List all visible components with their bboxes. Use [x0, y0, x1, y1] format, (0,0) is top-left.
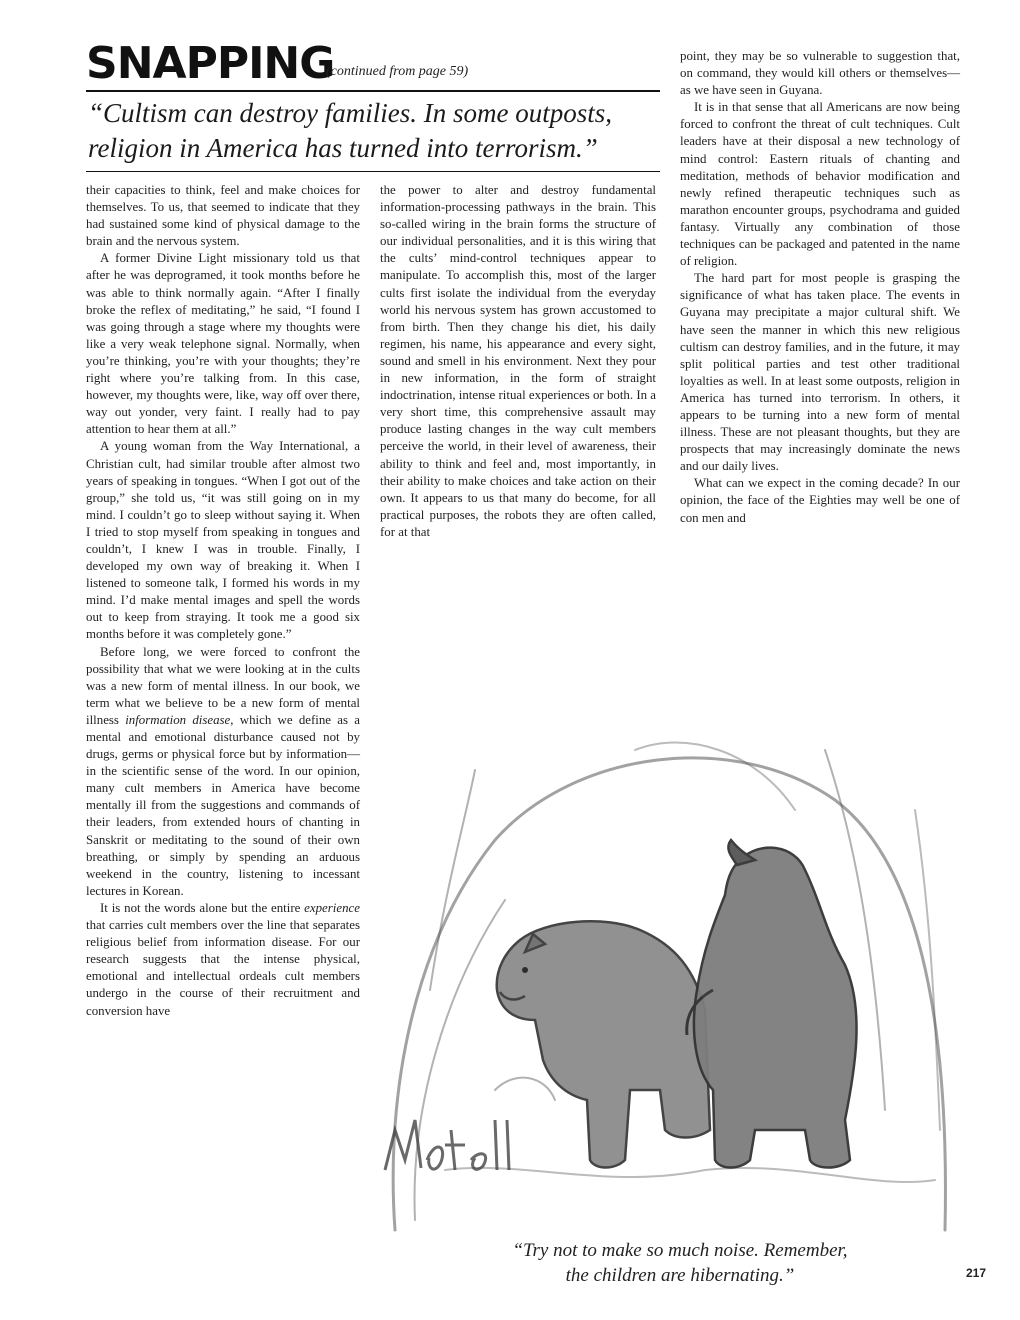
text-run: that carries cult members over the line that separates religious belief from information disease. For our research suggests that the intense physical, emotional and intellectual ordeals cult members undergo in the course of their recruitment and conversion have — [86, 918, 360, 1018]
emphasis: experience — [304, 900, 360, 915]
paragraph: the power to alter and destroy fundamental information-processing pathways in the brain. This so-called wiring in the brain forms the structure of our individual personalities, and it is this wiring that the cults’ mind-control techniques appear to manipulate. To accomplish this, most of the larger cults first isolate the individual from the everyday world his nervous system has grown accustomed to from birth. Then they change his diet, his daily regimen, his name, his appearance and every sight, sound and smell in his environment. Next they pour in new information, in the form of straight indoctrination, intense ritual experiences or both. In a very short time, this comprehensive assault may produce lasting changes in the way cult members perceive the world, in their level of awareness, their ability to think and feel and, most importantly, in their ability to make choices and take action on their own. It appears to us that many do become, for all practical purposes, the robots they are often called, for at that — [380, 183, 656, 539]
paragraph: A young woman from the Way International, a Christian cult, had similar trouble after almost two years of speaking in tongues. “When I got out of the group,” she told us, “it was still going on in my mind. I couldn’t go to sleep without saying it. When I tried to stop myself from speaking in tongues and couldn’t, I knew I was in trouble. Finally, I developed my own way of breaking it. When I listened to someone talk, I formed his words in my mind. I’d make mental images and spell the words out to keep from straying. It took me a good six months before it was completely gone.” — [86, 439, 360, 642]
text-run: , which we define as a mental and emotional disturbance caused not by drugs, germs or physical force but by information—in the scientific sense of the word. In our opinion, many cult members in America have become mentally ill from the suggestions and commands of their leaders, from extended hours of chanting in Sanskrit or meditating to the sound of their own breathing, or simply by spending an arduous weekend in the country, listening to incessant lectures in Korean. — [86, 712, 360, 898]
bear-right — [687, 840, 857, 1168]
bear-cave-cartoon — [375, 690, 960, 1235]
bear-left — [497, 921, 710, 1167]
header-rule — [86, 90, 660, 92]
paragraph: A former Divine Light missionary told us that after he was deprogramed, it took months before he was able to think normally again. “After I finally broke the reflex of meditating,” he said, “I found I was going through a stage where my thoughts were like a very weak telephone signal. Normally, when you’re thinking, you’re with your thoughts; they’re right where you’re talking from. In this case, however, my thoughts were, like, way off over there, way out yonder, very faint. I really had to pay attention to hear them at all.” — [86, 251, 360, 437]
text-run: It is not the words alone but the entire — [100, 900, 305, 915]
caption-line: “Try not to make so much noise. Remember, — [512, 1240, 848, 1261]
text-column-2 — [380, 182, 656, 541]
paragraph: What can we expect in the coming decade? In our opinion, the face of the Eighties may well be one of con men and — [680, 476, 960, 525]
cartoon-caption — [420, 1238, 940, 1288]
signature-scribble — [385, 1120, 509, 1170]
emphasis: information disease — [125, 712, 231, 727]
continued-note: (continued from page 59) — [326, 64, 469, 79]
text-column-3 — [680, 48, 960, 527]
text-run: Before long, we were forced to confront the possibility that what we were looking at in the cults was a new form of mental illness. In our book, we term what we believe to be a new form of mental illness — [86, 644, 360, 727]
page-number: 217 — [966, 1266, 987, 1280]
paragraph — [86, 900, 360, 1020]
paragraph — [86, 644, 360, 900]
caption-line: the children are hibernating.” — [565, 1265, 795, 1286]
paragraph: their capacities to think, feel and make choices for themselves. To us, that seemed to indicate that they had sustained some kind of physical damage to the brain and the nervous system. — [86, 183, 360, 249]
paragraph: The hard part for most people is grasping the significance of what has taken place. The events in Guyana may precipitate a major cultural shift. We have seen the manner in which this new religious cultism can destroy families, and in the future, it may split political parties and test other traditional loyalties as well. In at least some outposts, religion in America has turned into terrorism. In others, it appears to be turning into a new form of mental illness. These are not pleasant thoughts, but they are prospects that may increasingly dominate the news and our daily lives. — [680, 271, 960, 474]
article-title: SNAPPING — [86, 38, 335, 89]
pull-quote: “Cultism can destroy families. In some outposts, religion in America has turned into terrorism.” — [88, 98, 612, 163]
paragraph: point, they may be so vulnerable to suggestion that, on command, they would kill others or themselves—as we have seen in Guyana. — [680, 49, 960, 98]
pull-quote-rule — [86, 171, 660, 172]
paragraph: It is in that sense that all Americans are now being forced to confront the threat of cult techniques. Cult leaders have at their disposal a new technology of mind control: Eastern rituals of chanting and meditation, methods of behavior modification and newly refined therapeutic techniques such as marathon encounter groups, psychodrama and guided fantasy. Virtually any combination of those techniques can be packaged and patented in the name of religion. — [680, 100, 960, 269]
text-column-1 — [86, 182, 360, 1020]
